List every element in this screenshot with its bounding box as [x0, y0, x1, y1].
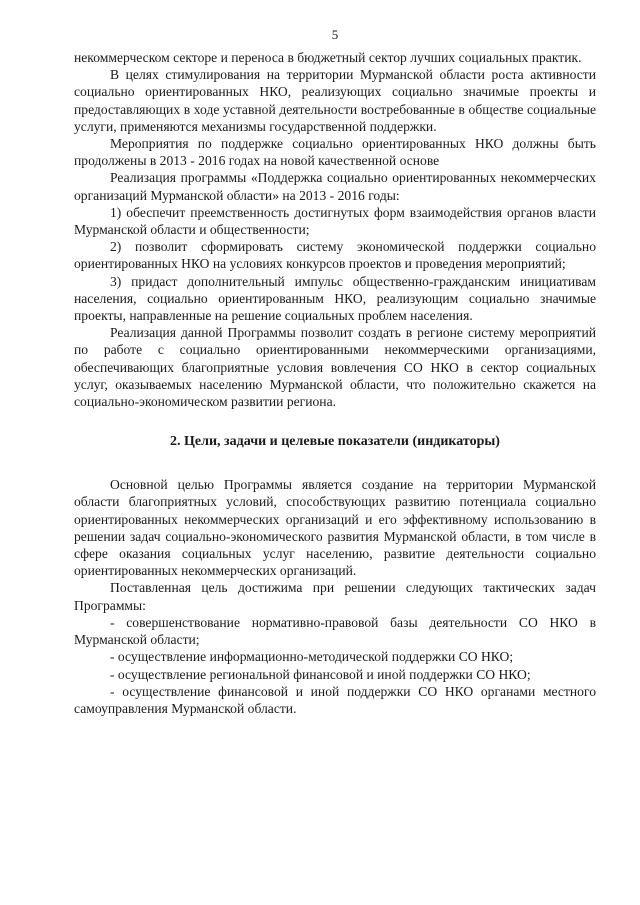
text-block-top: [74, 49, 596, 410]
text-block-bottom: [74, 476, 596, 717]
paragraph: Реализация программы «Поддержка социально ориентированных некоммерческих организаций Мурманской области» на 2013 - 2016 годы:: [74, 170, 596, 203]
list-item: - совершенствование нормативно-правовой базы деятельности СО НКО в Мурманской области;: [74, 614, 596, 648]
paragraph: некоммерческом секторе и переноса в бюджетный сектор лучших социальных практик.: [74, 50, 582, 65]
paragraph: 2) позволит сформировать систему экономической поддержки социально ориентированных НКО на условиях конкурсов проектов и проведения мероприятий;: [74, 239, 596, 272]
paragraph: Реализация данной Программы позволит создать в регионе систему мероприятий по работе с социально ориентированными некоммерческими организациями, обеспечивающих благоприятные условия вовлечения СО НКО в сектор социальных услуг, оказываемых населению Мурманской области, что положительно скажется на социально-экономическом развитии региона.: [74, 325, 596, 410]
list-item: - осуществление финансовой и иной поддержки СО НКО органами местного самоуправления Мурманской области.: [74, 683, 596, 716]
paragraph: Основной целью Программы является создание на территории Мурманской области благоприятных условий, способствующих развитию потенциала социально ориентированных некоммерческих организаций и его эффективному использованию в решении задач социально-экономического развития Мурманской области, в том числе в сфере оказания социальных услуг населению, развитие деятельности социально ориентированных некоммерческих организаций.: [74, 477, 596, 579]
paragraph: 3) придаст дополнительный импульс общественно-гражданским инициативам населения, социально ориентированным НКО, реализующим социально значимые проекты, направленные на решение социальных проблем населения.: [74, 273, 596, 324]
paragraph: В целях стимулирования на территории Мурманской области роста активности социально ориентированных НКО, реализующих социально значимые проекты и предоставляющих в ходе уставной деятельности востребованные в обществе социальные услуги, применяются механизмы государственной поддержки.: [74, 67, 596, 134]
list-item: - осуществление региональной финансовой и иной поддержки СО НКО;: [110, 666, 531, 682]
page-number: 5: [331, 27, 339, 42]
section-heading: 2. Цели, задачи и целевые показатели (индикаторы): [170, 434, 500, 450]
list-item: - осуществление информационно-методической поддержки СО НКО;: [110, 649, 514, 665]
paragraph: Мероприятия по поддержке социально ориентированных НКО должны быть продолжены в 2013 - 2016 годах на новой качественной основе: [74, 136, 596, 169]
paragraph: 1) обеспечит преемственность достигнутых форм взаимодействия органов власти Мурманской области и общественности;: [74, 204, 596, 238]
paragraph: Поставленная цель достижима при решении следующих тактических задач Программы:: [74, 580, 596, 613]
